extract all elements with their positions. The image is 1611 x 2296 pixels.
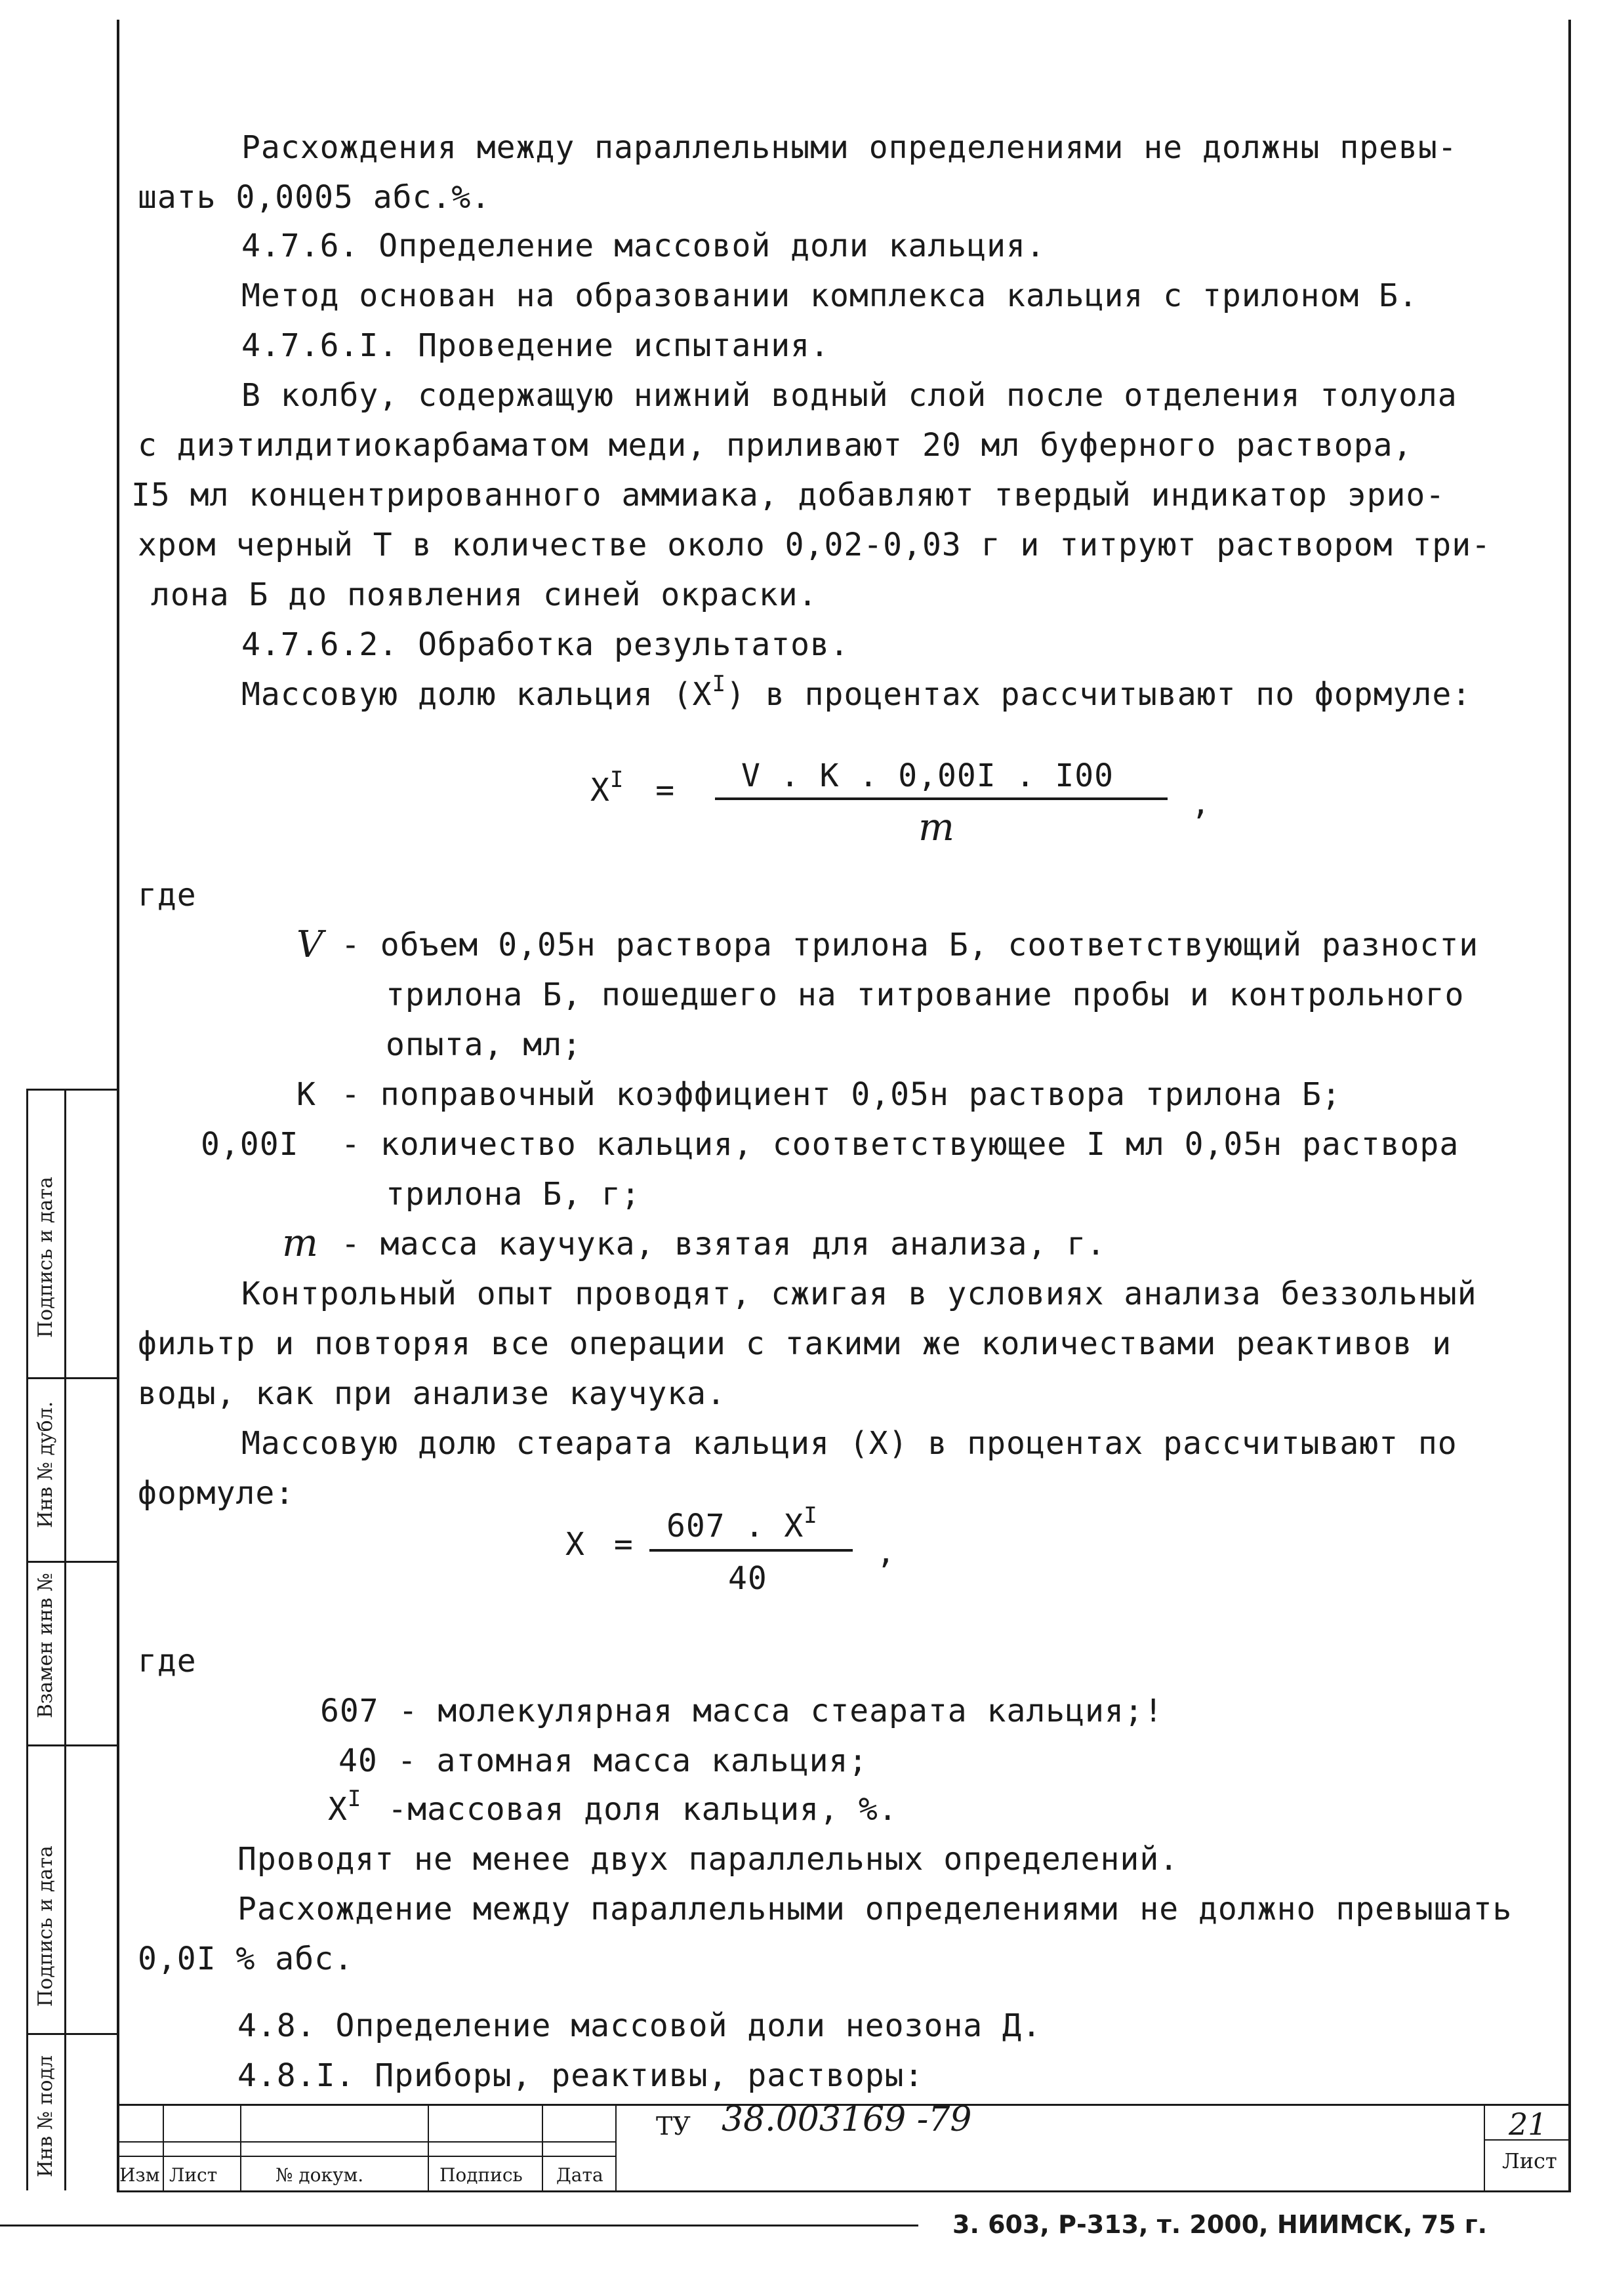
side-label: Подпись и дата [34,1177,57,1338]
definition-text: - масса каучука, взятая для анализа, г. [341,1226,1107,1262]
formula-numerator: 607 . $X^I$ [666,1502,818,1544]
definition-text: - количество кальция, соответствующее I мл 0,05н раствора [341,1126,1459,1163]
formula-lhs: X = [565,1526,634,1563]
paragraph-line: I5 мл концентрированного аммиака, добавляют твердый индикатор эрио- [131,477,1446,514]
paragraph-line: Метод основан на образовании комплекса кальция с трилоном Б. [241,277,1418,314]
definition-text: трилона Б, пошедшего на титрование пробы и контрольного [386,977,1465,1013]
tu-label: ТУ [656,2112,691,2141]
paragraph-line: В колбу, содержащую нижний водный слой после отделения толуола [241,377,1458,414]
section-heading: 4.7.6. Определение массовой доли кальция. [241,228,1046,264]
formula-denominator: m [918,805,955,849]
formula-comma: , [876,1534,896,1571]
section-heading: 4.7.6.2. Обработка результатов. [241,626,849,663]
side-label: Взамен инв № [34,1573,57,1718]
formula-denominator: 40 [728,1560,767,1597]
side-label: Подпись и дата [34,1845,57,2007]
paragraph-line: шать 0,0005 абс.%. [138,179,491,216]
footer-rule [0,2225,918,2226]
paragraph-line: Массовую долю стеарата кальция (X) в процентах рассчитывают по [241,1425,1458,1462]
formula-numerator: V . К . 0,00I . I00 [741,757,1114,794]
tu-number: 38.003169 -79 [722,2100,972,2139]
stamp-label: Подпись [439,2164,523,2186]
section-heading: 4.8. Определение массовой доли неозона Д. [237,2007,1042,2044]
paragraph-line: с диэтилдитиокарбаматом меди, приливают 20 мл буферного раствора, [138,427,1413,464]
definition-symbol: m [282,1220,319,1265]
stamp-label: Дата [556,2164,603,2186]
paragraph-line: формуле: [138,1475,295,1512]
definition-symbol: V [296,923,324,966]
definition-text: трилона Б, г; [386,1176,641,1213]
right-border [1568,20,1571,2190]
stamp-label: Лист [169,2164,218,2186]
paragraph-line: хром черный Т в количестве около 0,02-0,03 г и титруют раствором три- [138,527,1491,563]
section-heading: 4.8.I. Приборы, реактивы, растворы: [237,2057,924,2094]
fraction-bar [649,1549,853,1552]
paragraph-line: 0,0I % абс. [138,1941,354,1977]
stamp-label: Изм [119,2164,160,2186]
definition-text: 607 - молекулярная масса стеарата кальция;! [320,1693,1164,1729]
paragraph-line: лона Б до появления синей окраски. [151,576,818,613]
paragraph-line: Проводят не менее двух параллельных определений. [237,1841,1179,1878]
sheet-label: Лист [1502,2148,1557,2173]
side-label: Инв № дубл. [34,1401,57,1528]
definition-text: - объем 0,05н раствора трилона Б, соответствующий разности [341,927,1479,963]
paragraph-line: Расхождение между параллельными определениями не должно превышать [237,1891,1513,1927]
paragraph-line: воды, как при анализе каучука. [138,1375,726,1412]
definition-symbol: К [296,1076,316,1113]
paragraph-line: Расхождения между параллельными определениями не должны превы- [241,129,1458,166]
fraction-bar [715,797,1168,800]
paragraph-line: фильтр и повторяя все операции с такими же количествами реактивов и [138,1325,1452,1362]
where-label: где [138,877,197,914]
definition-text: $X^I$ -массовая доля кальция, %. [328,1786,898,1828]
definition-text: 40 - атомная масса кальция; [338,1742,868,1779]
left-border [117,20,119,2190]
side-label: Инв № подл [34,2055,57,2177]
paragraph-line: Массовую долю кальция $(X^I)$ в процентах рассчитывают по формуле: [241,671,1472,713]
definition-text: опыта, мл; [386,1026,582,1063]
definition-text: - поправочный коэффициент 0,05н раствора трилона Б; [341,1076,1341,1113]
definition-symbol: 0,00I [201,1126,299,1163]
print-footer: 3. 603, Р-313, т. 2000, НИИМСК, 75 г. [952,2210,1488,2239]
paragraph-line: Контрольный опыт проводят, сжигая в условиях анализа беззольный [241,1276,1477,1312]
stamp-label: № докум. [275,2164,364,2186]
where-label: где [138,1643,197,1680]
sheet-number: 21 [1509,2106,1547,2142]
formula-comma: , [1191,785,1211,822]
section-heading: 4.7.6.I. Проведение испытания. [241,327,830,364]
formula-lhs: $X^I$ = [590,767,676,809]
